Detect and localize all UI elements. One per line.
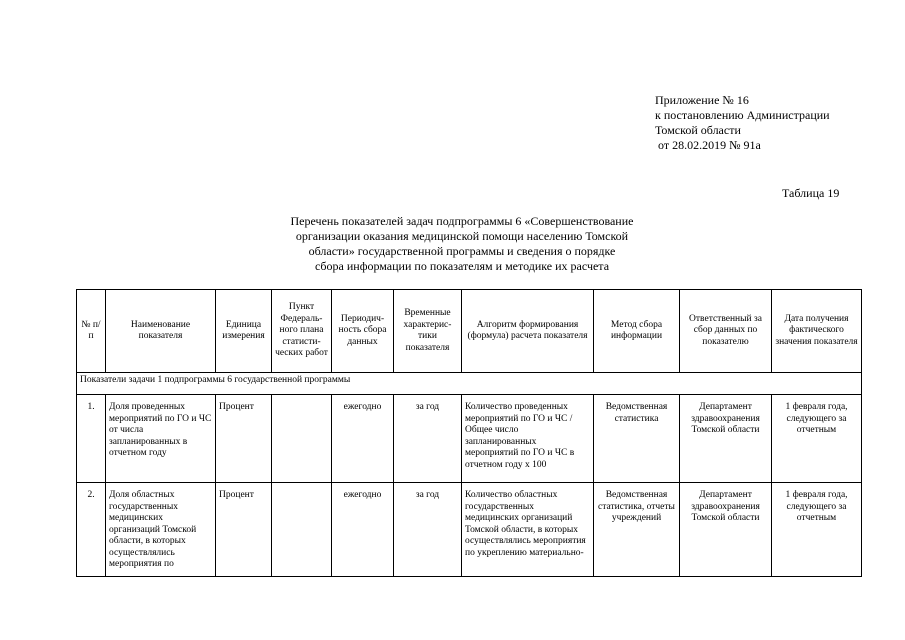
appendix-line: Приложение № 16 <box>655 93 749 107</box>
cell-name: Доля проведенных мероприятий по ГО и ЧС от числа запланированных в отчетном году <box>106 395 216 483</box>
header-method: Метод сбора информации <box>594 290 680 373</box>
title-line: сбора информации по показателям и методике их расчета <box>314 259 610 273</box>
header-name: Наименование показателя <box>106 290 216 373</box>
cell-num: 2. <box>77 483 106 577</box>
appendix-line: от 28.02.2019 № 91а <box>655 138 761 152</box>
cell-time-char: за год <box>394 395 462 483</box>
header-time-char: Временные характерис-тики показателя <box>394 290 462 373</box>
appendix-line: к постановлению Администрации <box>655 108 830 122</box>
header-period: Периодич-ность сбора данных <box>332 290 394 373</box>
appendix-line: Томской области <box>655 123 741 137</box>
cell-method: Ведомственная статистика, отчеты учреждений <box>594 483 680 577</box>
header-unit: Единица измерения <box>216 290 272 373</box>
cell-unit: Процент <box>216 395 272 483</box>
title-line: организации оказания медицинской помощи населению Томской <box>295 229 629 243</box>
appendix-block <box>655 93 830 153</box>
header-fed-plan: Пункт Федераль-ного плана статисти-ческих работ <box>272 290 332 373</box>
section-title: Показатели задачи 1 подпрограммы 6 государственной программы <box>77 373 862 395</box>
title-line: области» государственной программы и сведения о порядке <box>308 244 616 258</box>
document-title <box>262 214 662 274</box>
cell-time-char: за год <box>394 483 462 577</box>
header-num: № п/п <box>77 290 106 373</box>
cell-num: 1. <box>77 395 106 483</box>
title-line: Перечень показателей задач подпрограммы 6 «Совершенствование <box>290 214 634 228</box>
cell-date: 1 февраля года, следующего за отчетным <box>772 483 862 577</box>
header-row <box>77 290 862 373</box>
cell-responsible: Департамент здравоохранения Томской области <box>680 395 772 483</box>
header-algorithm: Алгоритм формирования (формула) расчета показателя <box>462 290 594 373</box>
cell-method: Ведомственная статистика <box>594 395 680 483</box>
indicators-table <box>76 289 862 577</box>
header-date: Дата получения фактического значения показателя <box>772 290 862 373</box>
header-responsible: Ответственный за сбор данных по показателю <box>680 290 772 373</box>
table-row <box>77 483 862 577</box>
cell-fed-plan <box>272 395 332 483</box>
cell-name: Доля областных государственных медицинских организаций Томской области, в которых осуществлялись мероприятия по <box>106 483 216 577</box>
cell-date: 1 февраля года, следующего за отчетным <box>772 395 862 483</box>
cell-fed-plan <box>272 483 332 577</box>
cell-period: ежегодно <box>332 483 394 577</box>
section-row <box>77 373 862 395</box>
table-number: Таблица 19 <box>782 186 840 200</box>
cell-unit: Процент <box>216 483 272 577</box>
table-row <box>77 395 862 483</box>
cell-period: ежегодно <box>332 395 394 483</box>
cell-responsible: Департамент здравоохранения Томской области <box>680 483 772 577</box>
cell-algorithm: Количество областных государственных медицинских организаций Томской области, в которых осуществлялись мероприятия по укреплению материально- <box>462 483 594 577</box>
cell-algorithm: Количество проведенных мероприятий по ГО и ЧС / Общее число запланированных мероприятий по ГО и ЧС в отчетном году х 100 <box>462 395 594 483</box>
